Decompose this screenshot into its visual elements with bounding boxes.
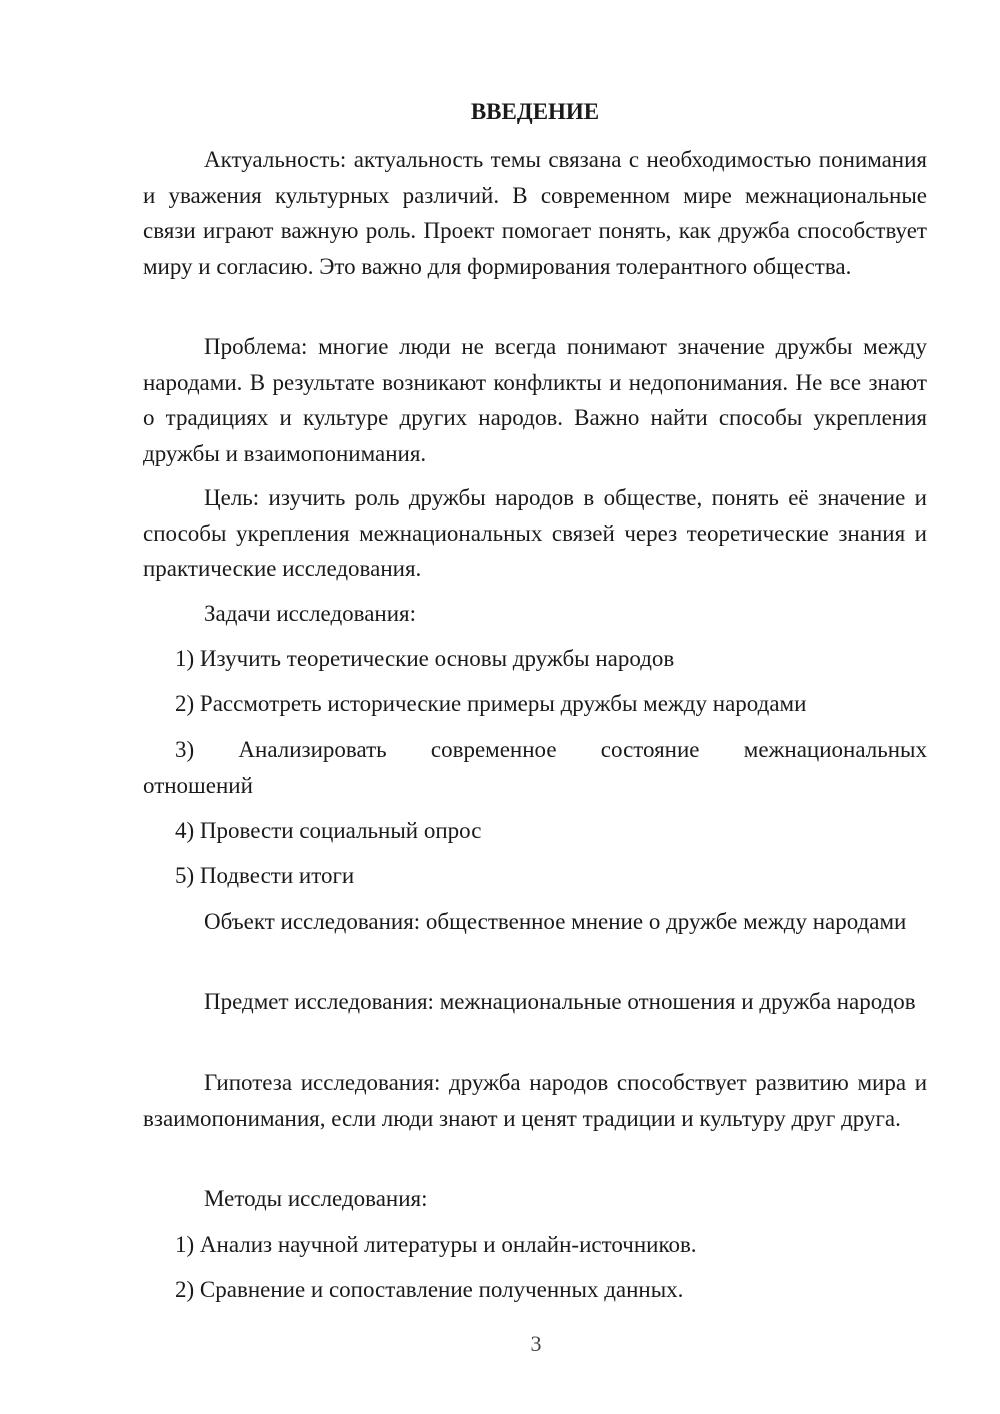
tasks-title: Задачи исследования: xyxy=(204,601,417,626)
method-item-2: 2) Сравнение и сопоставление полученных данных. xyxy=(175,1277,684,1302)
task-item-5: 5) Подвести итоги xyxy=(175,863,355,888)
object-paragraph: Объект исследования: общественное мнение о дружбе между народами xyxy=(204,909,907,934)
method-item-1: 1) Анализ научной литературы и онлайн-источников. xyxy=(175,1232,697,1257)
methods-title: Методы исследования: xyxy=(204,1186,428,1211)
problem-paragraph: Проблема: многие люди не всегда понимают значение дружбы между народами. В результате возникают конфликты и недопонимания. Не все знают о традициях и культуре других народов. Важно найти способы укрепления дружбы и взаимопонимания. xyxy=(143,334,927,466)
task-item-3: 3) Анализировать современное состояние межнациональных отношений xyxy=(143,737,927,798)
relevance-paragraph: Актуальность: актуальность темы связана с необходимостью понимания и уважения культурных различий. В современном мире межнациональные связи играют важную роль. Проект помогает понять, как дружба способствует миру и согласию. Это важно для формирования толерантного общества. xyxy=(143,147,927,279)
page-number: 3 xyxy=(530,1331,542,1356)
subject-paragraph: Предмет исследования: межнациональные отношения и дружба народов xyxy=(204,989,916,1014)
section-heading: ВВЕДЕНИЕ xyxy=(470,99,600,124)
task-item-1: 1) Изучить теоретические основы дружбы народов xyxy=(175,646,675,671)
task-item-2: 2) Рассмотреть исторические примеры дружбы между народами xyxy=(175,691,807,716)
hypothesis-paragraph: Гипотеза исследования: дружба народов способствует развитию мира и взаимопонимания, если люди знают и ценят традиции и культуру друг друга. xyxy=(143,1070,927,1131)
task-item-4: 4) Провести социальный опрос xyxy=(175,818,482,843)
goal-paragraph: Цель: изучить роль дружбы народов в обществе, понять её значение и способы укрепления межнациональных связей через теоретические знания и практические исследования. xyxy=(143,485,927,581)
